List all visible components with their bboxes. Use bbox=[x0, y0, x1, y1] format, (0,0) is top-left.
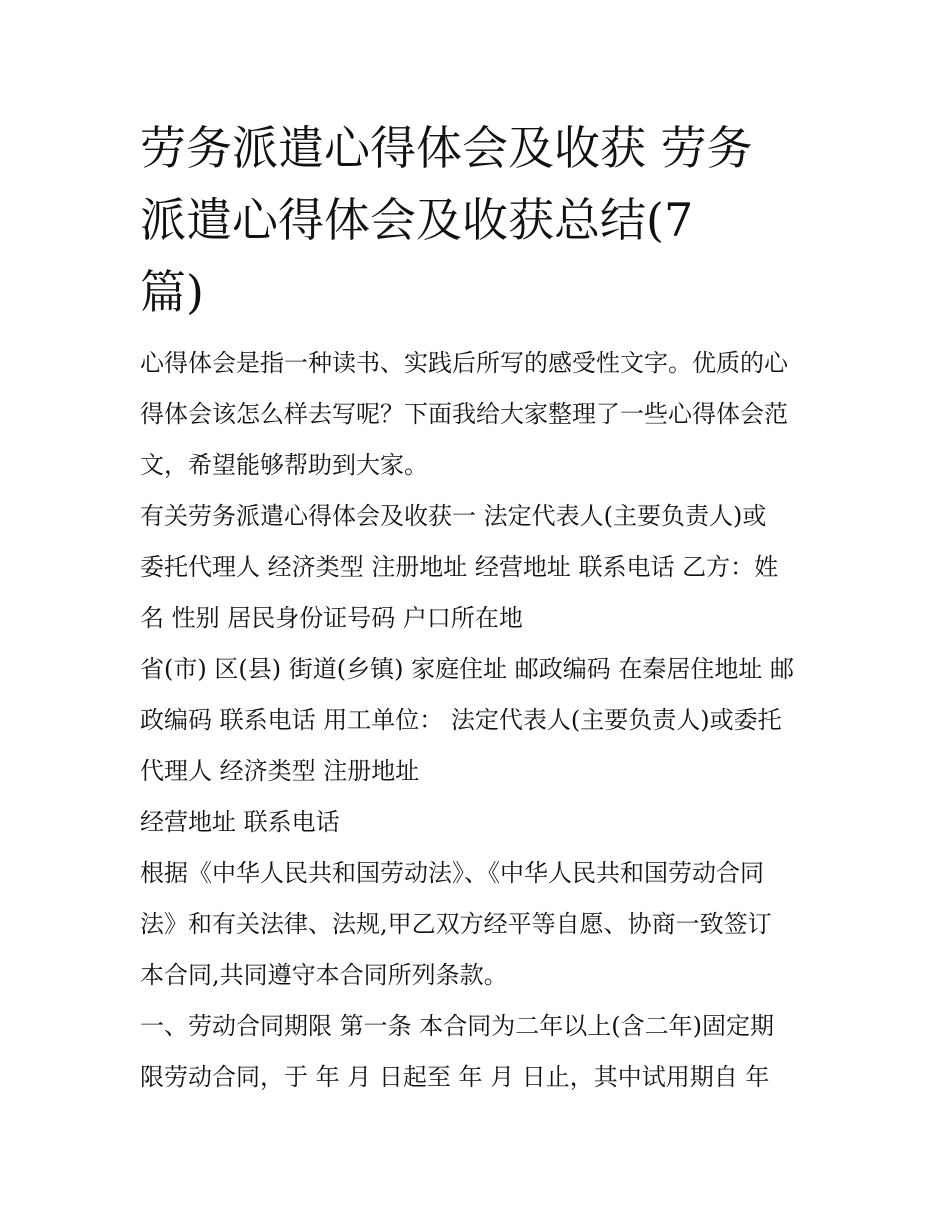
paragraph-line: 得体会该怎么样去写呢？下面我给大家整理了一些心得体会范 bbox=[140, 400, 788, 428]
paragraph-line: 法》和有关法律、法规,甲乙双方经平等自愿、协商一致签订 bbox=[140, 910, 772, 938]
title-line: 派遣心得体会及收获总结(7 bbox=[140, 193, 694, 247]
paragraph-line: 限劳动合同，于 年 月 日起至 年 月 日止，其中试用期自 年 bbox=[140, 1063, 770, 1091]
paragraph-line: 本合同,共同遵守本合同所列条款。 bbox=[140, 961, 508, 989]
paragraph-line: 代理人 经济类型 注册地址 bbox=[140, 757, 420, 785]
address-paragraph bbox=[140, 644, 812, 797]
title-line: 篇) bbox=[140, 265, 204, 319]
contact-paragraph bbox=[140, 797, 812, 848]
party-info-paragraph bbox=[140, 491, 812, 644]
paragraph-line: 有关劳务派遣心得体会及收获一 法定代表人(主要负责人)或 bbox=[140, 502, 767, 530]
contract-term-paragraph bbox=[140, 1001, 812, 1103]
intro-paragraph bbox=[140, 338, 812, 491]
paragraph-line: 政编码 联系电话 用工单位： 法定代表人(主要负责人)或委托 bbox=[140, 706, 782, 734]
document-body bbox=[140, 112, 812, 1103]
paragraph-line: 省(市) 区(县) 街道(乡镇) 家庭住址 邮政编码 在秦居住地址 邮 bbox=[140, 655, 794, 683]
paragraph-line: 委托代理人 经济类型 注册地址 经营地址 联系电话 乙方：姓 bbox=[140, 553, 779, 581]
paragraph-line: 文，希望能够帮助到大家。 bbox=[140, 451, 428, 479]
paragraph-line: 一、劳动合同期限 第一条 本合同为二年以上(含二年)固定期 bbox=[140, 1012, 774, 1040]
document-title bbox=[140, 112, 812, 328]
title-line: 劳务派遣心得体会及收获 劳务 bbox=[140, 121, 753, 175]
legal-basis-paragraph bbox=[140, 848, 812, 1001]
paragraph-line: 经营地址 联系电话 bbox=[140, 808, 340, 836]
paragraph-line: 根据《中华人民共和国劳动法》、《中华人民共和国劳动合同 bbox=[140, 859, 764, 887]
paragraph-line: 心得体会是指一种读书、实践后所写的感受性文字。优质的心 bbox=[140, 349, 788, 377]
paragraph-line: 名 性别 居民身份证号码 户口所在地 bbox=[140, 604, 523, 632]
